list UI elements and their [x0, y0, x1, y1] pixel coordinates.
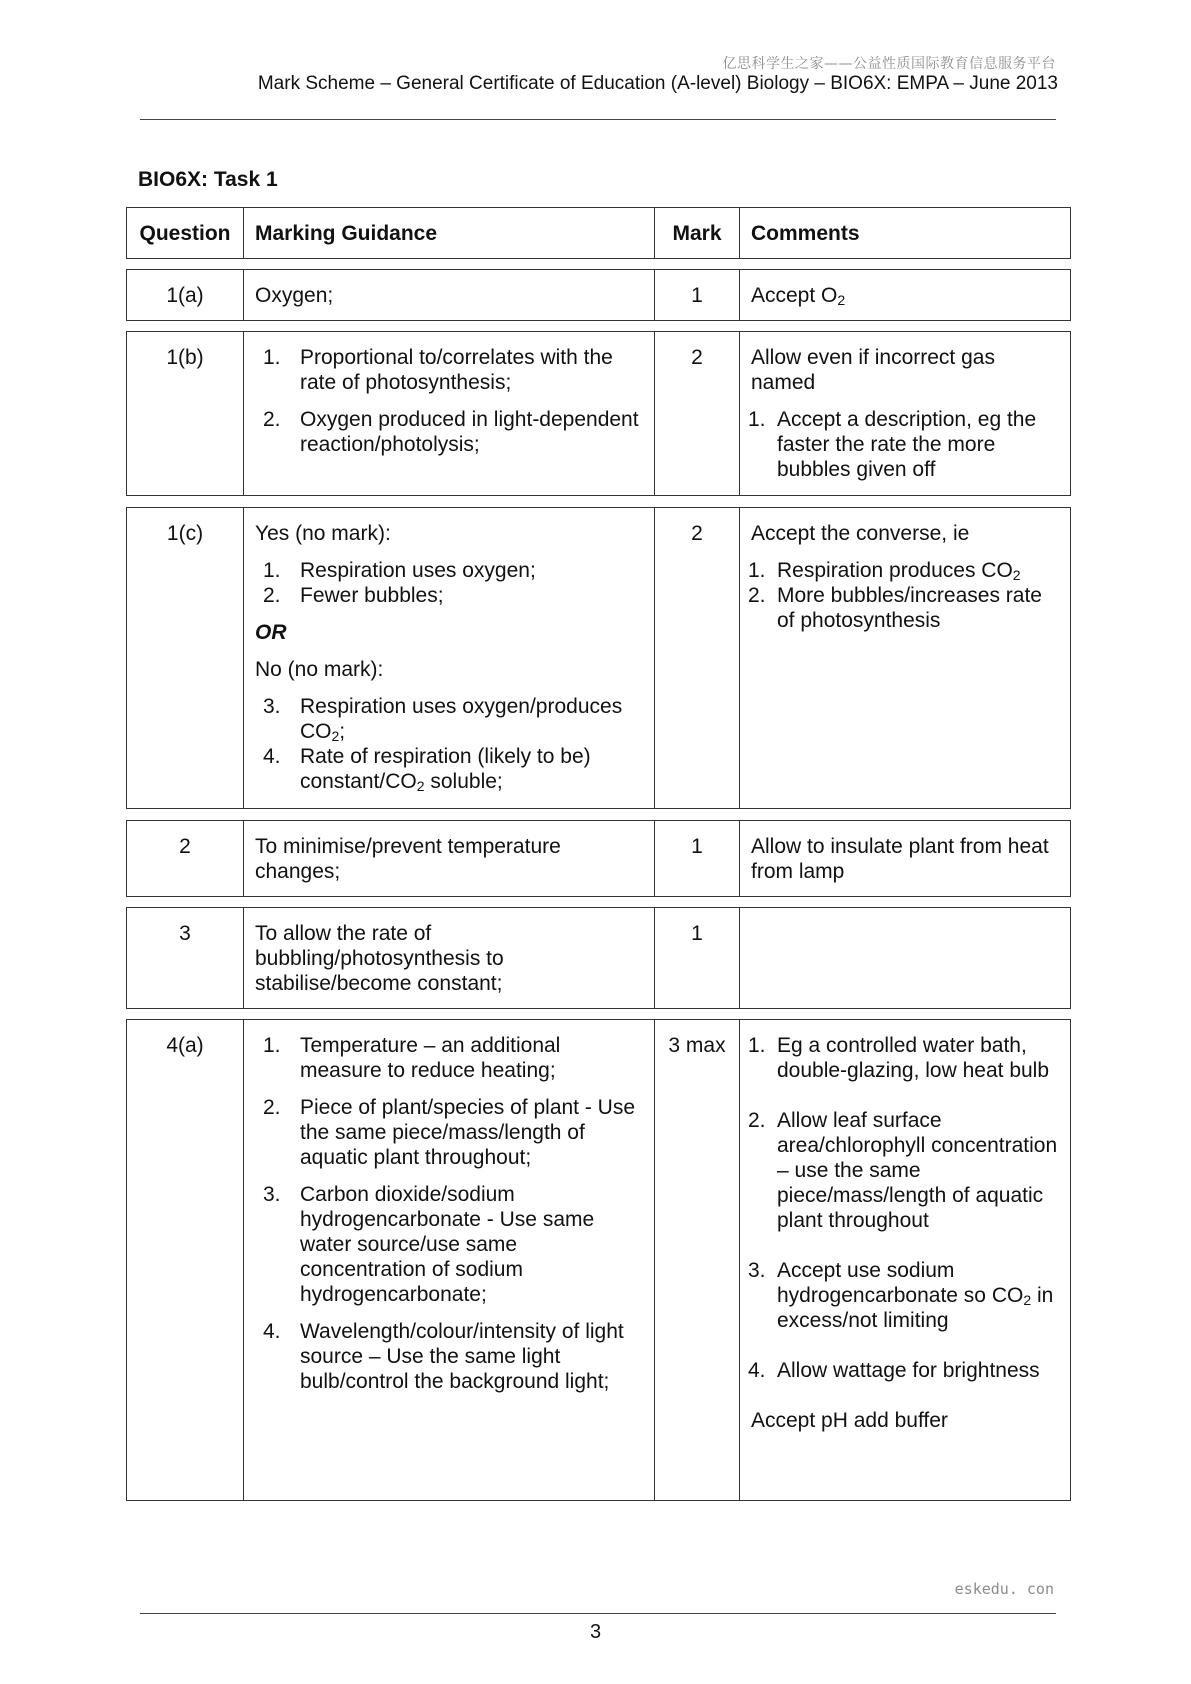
table-row: [126, 1019, 1071, 1501]
guidance-point: 2. Oxygen produced in light-dependent reaction/photolysis;: [263, 408, 639, 456]
question-number: 4(a): [127, 1020, 244, 1500]
mark-value: 1: [655, 270, 740, 320]
header-mark: Mark: [655, 208, 740, 258]
mark-value: 1: [655, 821, 740, 896]
footer-rule: [140, 1613, 1056, 1614]
table-row: [126, 331, 1071, 496]
guidance-point: 1. Proportional to/correlates with the rate of photosynthesis;: [263, 346, 613, 394]
marking-guidance: 1. Temperature – an additional measure to reduce heating; 2. Piece of plant/species of plant - Use the same piece/mass/length of aquatic plant throughout; 3. Carbon dioxide/sodium hydrogencarbonate - Use same water source/use same concentration of sodium hydrogencarbonate; 4. Wavelength/colour/intensity of light source – Use the same light bulb/control the background light;: [244, 1020, 655, 1500]
table-row: [126, 820, 1071, 897]
marking-guidance: [244, 332, 655, 495]
comment: 1. Eg a controlled water bath, double-glazing, low heat bulb 2. Allow leaf surface area/chlorophyll concentration – use the same piece/mass/length of aquatic plant throughout 3. Accept use sodium hydrogencarbonate so $CO_2$ in excess/not limiting 4. Allow wattage for brightness Accept pH add buffer: [748, 1034, 1058, 1432]
comment: Allow to insulate plant from heat from lamp: [751, 835, 1049, 883]
table-header-row: [126, 207, 1071, 259]
header-question: Question: [127, 208, 244, 258]
header-marking-guidance: Marking Guidance: [244, 208, 655, 258]
comment: Accept $O_2$: [751, 284, 846, 308]
question-number: 1(c): [127, 508, 244, 808]
table-row: [126, 269, 1071, 321]
marking-guidance: Oxygen;: [244, 270, 655, 320]
header-watermark: 亿思科学生之家——公益性质国际教育信息服务平台: [722, 56, 1056, 72]
running-header: Mark Scheme – General Certificate of Education (A-level) Biology – BIO6X: EMPA – June 2013: [257, 73, 1058, 94]
marking-guidance: To allow the rate of bubbling/photosynthesis to stabilise/become constant;: [244, 908, 655, 1008]
marking-guidance: Yes (no mark): 1. Respiration uses oxygen; 2. Fewer bubbles; OR No (no mark): 3. Respiration uses oxygen/produces $CO_2$; 4. Rate of respiration (likely to be) constant/$CO_2$ soluble;: [244, 508, 655, 808]
table-row: [126, 507, 1071, 809]
page-number: 3: [589, 1621, 602, 1643]
table-row: [126, 907, 1071, 1009]
header-comments: Comments: [751, 222, 860, 245]
mark-value: 2: [655, 332, 740, 495]
marking-guidance: To minimise/prevent temperature changes;: [244, 821, 655, 896]
mark-value: 3 max: [655, 1020, 740, 1500]
task-title: BIO6X: Task 1: [138, 168, 278, 191]
comment: Accept the converse, ie 1. Respiration produces $CO_2$ 2. More bubbles/increases rate of photosynthesis: [748, 522, 1042, 632]
mark-value: 2: [655, 508, 740, 808]
footer-watermark: eskedu. con: [954, 1580, 1054, 1598]
mark-value: 1: [655, 908, 740, 1008]
comment: [740, 908, 1070, 1008]
question-number: 3: [127, 908, 244, 1008]
question-number: 2: [127, 821, 244, 896]
or-separator: OR: [255, 621, 287, 644]
comment: Allow even if incorrect gas named 1. Accept a description, eg the faster the rate the more bubbles given off: [748, 346, 1037, 481]
header-rule: [140, 119, 1056, 120]
question-number: 1(a): [127, 270, 244, 320]
question-number: 1(b): [127, 332, 244, 495]
